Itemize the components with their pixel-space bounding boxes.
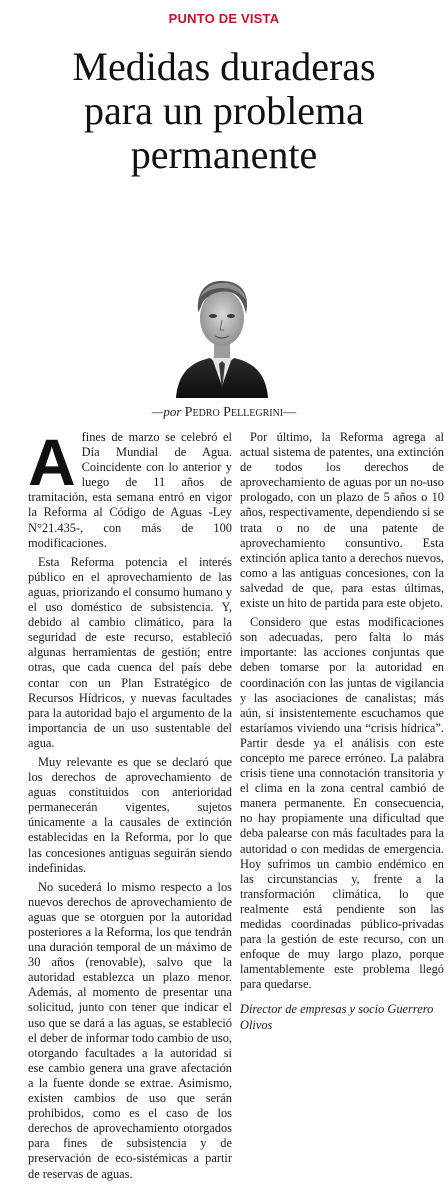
article-paragraph-2: Esta Reforma potencia el interés público en el aprovechamiento de las aguas, priorizando el consumo humano y el uso doméstico de subsistencia. Y, debido al cambio climático, para la seguridad de este recurso, estableció algunas herramientas de gestión; entre otras, que cada cuenca del país debe contar con un Plan Estratégico de Recursos Hídricos, y nuevas facultades para la autoridad bajo el argumento de la importancia de un uso sustentable del agua. (28, 554, 232, 750)
author-photo (170, 268, 274, 398)
article-paragraph-5: Por último, la Reforma agrega al actual sistema de patentes, una extinción de todos los derechos de aprovechamiento de aguas por un no-uso prologado, con un plazo de 5 años o 10 años, respectivamente, dependiendo si se trata o no de una patente de aprovechamiento consuntivo. Esta extinción aplica tanto a derechos nuevos, como a las antiguas concesiones, con la salvedad de que, para estas últimas, existe un hito de partida para este objeto. (240, 430, 444, 611)
article-paragraph-1: fines de marzo se celebró el Día Mundial de Agua. Coincidente con lo anterior y luego de 11 años de tramitación, esta semana entró en vigor la Reforma al Código de Aguas -Ley N°21.435-, con más de 100 modificaciones. (28, 430, 232, 550)
byline-prefix: —por (151, 404, 182, 419)
article-paragraph-3: Muy relevante es que se declaró que los derechos de aprovechamiento de aguas constituidos con anterioridad permanecerán vigentes, sujetos únicamente a la causales de extinción establecidas en la Reforma, por lo que las concesiones antiguas seguirán siendo indefinidas. (28, 754, 232, 875)
byline-suffix: — (283, 404, 297, 419)
byline-author: Pedro Pellegrini (184, 405, 284, 420)
section-label: PUNTO DE VISTA (168, 11, 280, 26)
headline (10, 45, 438, 177)
article-column-left (28, 425, 232, 1186)
headline-line-2: para un problema (84, 88, 364, 133)
headline-line-3: permanente (130, 132, 318, 177)
drop-cap: A (28, 425, 76, 499)
article-column-right (240, 430, 444, 1037)
author-signature: Director de empresas y socio Guerrero Olivos (240, 1002, 434, 1032)
byline (0, 404, 448, 421)
article-paragraph-6: Considero que estas modificaciones son adecuadas, pero falta lo más importante: las acciones conjuntas que deben tomarse por la autoridad en coordinación con las juntas de vigilancia y las asociaciones de canalistas; más aún, si insistentemente escuchamos que estaríamos viviendo una “crisis hídrica”. Partir desde ya el análisis con este concepto me parece erróneo. La palabra crisis tiene una connotación transitoria y el clima en la zona central cambió de manera permanente. En consecuencia, no hay propiamente una dificultad que deba palearse con más facultades para la autoridad o con medidas de emergencia. Hoy sufrimos un cambio endémico en las circunstancias y, frente a la transformación climática, lo que realmente está pendiente son las medidas coordinadas público-privadas para la gestión de este recurso, con un enfoque de muy largo plazo, porque lamentablemente este problema llegó para quedarse. (240, 615, 444, 992)
article-paragraph-4: No sucederá lo mismo respecto a los nuevos derechos de aprovechamiento de aguas que se otorguen por la autoridad posteriores a la Reforma, los que tendrán una duración temporal de un máximo de 30 años (renovable), salvo que la autoridad establezca un plazo menor. Además, al momento de presentar una solicitud, junto con tener que indicar el uso que se dará a las aguas, se estableció el deber de informar todo cambio de uso, otorgando facultades a la autoridad si ese cambio genera una grave afectación a la fuente donde se extrae. Asimismo, existen cambios de uso que serán prohibidos, como es el caso de los derechos de aprovechamiento otorgados para fines de subsistencia y de preservación de eco-sistémicas a partir de reservas de aguas. (28, 879, 232, 1181)
headline-line-1: Medidas duraderas (72, 44, 376, 89)
